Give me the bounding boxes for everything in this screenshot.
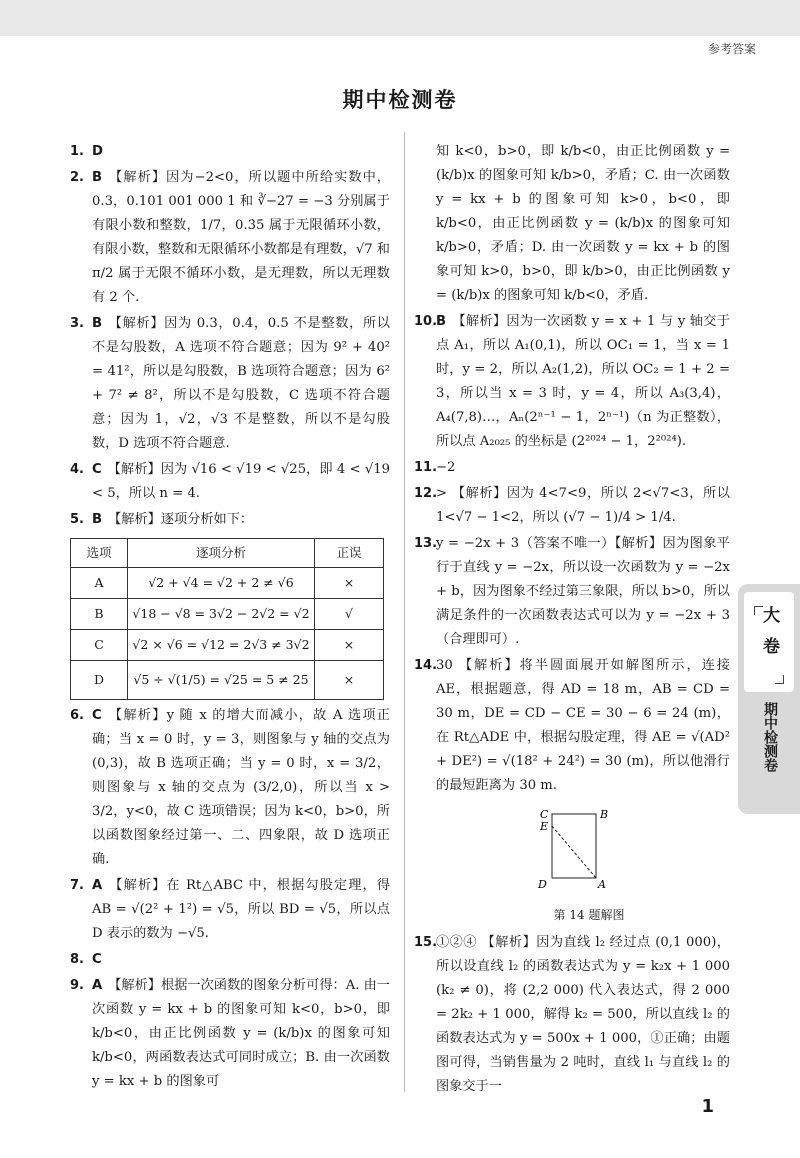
answer-item-12 <box>414 482 730 530</box>
item-explanation: 【解析】逐项分析如下： <box>108 512 254 527</box>
item-answer: C <box>92 462 102 477</box>
side-tab <box>738 584 800 814</box>
answer-item-4 <box>70 458 390 506</box>
answer-item-7 <box>70 874 390 946</box>
item-explanation: ①②④ 【解析】因为直线 l₂ 经过点 (0,1 000)，所以设直线 l₂ 的函数表达式为 y = k₂x + 1 000 (k₂ ≠ 0)，将 (2,2 000) 代入表达式，得 2 000 = 2k₂ + 1 000，解得 k₂ = 500，所以直线 l₂ 的函数表达式为 y = 500x + 1 000，①正确；由题图可得，当销售量为 2 吨时，直线 l₁ 与直线 l₂ 的图象交于一 <box>436 935 730 1094</box>
table-cell-option: D <box>71 661 128 700</box>
table-header: 逐项分析 <box>128 539 315 568</box>
item-explanation: 【解析】因为 0.3，0.4，0.5 不是整数，所以不是勾股数，A 选项不符合题意；因为 9² + 40² = 41²，所以是勾股数，B 选项符合题意；因为 6² + 7² ≠ 8²，所以不是勾股数，C 选项不符合题意；因为 1，√2，√3 不是整数，所以不是勾股数，D 选项不符合题意. <box>92 316 390 451</box>
table-header: 选项 <box>71 539 128 568</box>
diagram-rectangle <box>552 814 596 878</box>
item-answer: B <box>92 316 103 331</box>
table-cell-option: A <box>71 568 128 599</box>
item-number: 9. <box>70 978 84 993</box>
label-c: C <box>540 808 549 821</box>
answer-item-5 <box>70 508 390 532</box>
label-b: B <box>600 808 609 821</box>
table-cell-analysis: √2 + √4 = √2 + 2 ≠ √6 <box>128 568 315 599</box>
item-number: 1. <box>70 144 84 159</box>
item-answer: D <box>92 144 103 159</box>
item-number: 5. <box>70 512 84 527</box>
item-explanation: 【解析】根据一次函数的图象分析可得：A. 由一次函数 y = kx + b 的图象可知 k<0，b>0，即 k/b<0，由正比例函数 y = (k/b)x 的图象可知 k/b<0，两函数表达式可同时成立；B. 由一次函数 y = kx + b 的图象可 <box>92 978 390 1089</box>
figure-caption: 第 14 题解图 <box>553 908 625 922</box>
answer-item-10 <box>414 310 730 454</box>
answer-item-13 <box>414 532 730 652</box>
item-number: 10. <box>414 314 438 329</box>
item-explanation: 【解析】因为−2<0，所以题中所给实数中，0.3，0.101 001 000 1 和 ∛−27 = −3 分别属于有限小数和整数，1/7，0.3̇5̇ 属于无限循环小数，有限小数，整数和无限循环小数都是有理数，√7 和 π/2 属于无限不循环小数，是无理数，所以无理数有 2 个. <box>92 170 390 305</box>
item-number: 2. <box>70 170 84 185</box>
table-row <box>71 630 384 661</box>
table-row <box>71 599 384 630</box>
item-answer: C <box>92 952 102 967</box>
item-explanation: > 【解析】因为 4<7<9，所以 2<√7<3，所以 1<√7 − 1<2，所以 (√7 − 1)/4 > 1/4. <box>436 486 730 525</box>
item-answer: A <box>92 878 103 893</box>
corner-bracket-icon <box>754 606 763 615</box>
side-tab-label: 大卷 <box>759 606 779 668</box>
table-header: 正误 <box>315 539 384 568</box>
page-number: 1 <box>701 1096 714 1117</box>
rectangle-diagram <box>534 806 644 892</box>
table-cell-analysis: √2 × √6 = √12 = 2√3 ≠ 3√2 <box>128 630 315 661</box>
table-cell-option: C <box>71 630 128 661</box>
answer-item-2 <box>70 166 390 310</box>
item-answer: B <box>92 512 103 527</box>
item-explanation: −2 <box>436 460 456 475</box>
answer-item-9 <box>70 974 390 1094</box>
figure-14 <box>534 806 654 927</box>
item-number: 12. <box>414 486 438 501</box>
item-number: 13. <box>414 536 438 551</box>
item-explanation: 【解析】因为一次函数 y = x + 1 与 y 轴交于点 A₁，所以 A₁(0,1)，所以 OC₁ = 1，当 x = 1 时，y = 2，所以 A₂(1,2)，所以 OC₂ = 1 + 2 = 3，所以当 x = 3 时，y = 4，所以 A₃(3,4)，A₄(7,8)…，Aₙ(2ⁿ⁻¹ − 1，2ⁿ⁻¹)（n 为正整数），所以点 A₂₀₂₅ 的坐标是 (2²⁰²⁴ − 1，2²⁰²⁴). <box>436 314 730 449</box>
answer-item-11 <box>414 456 730 480</box>
top-band <box>0 0 800 60</box>
item-number: 4. <box>70 462 84 477</box>
diagram-diagonal-ae <box>552 826 596 878</box>
item-number: 14. <box>414 658 438 673</box>
answer-item-15 <box>414 931 730 1099</box>
table-cell-analysis: √18 − √8 = 3√2 − 2√2 = √2 <box>128 599 315 630</box>
side-tab-vertical-text: 期中检测卷 <box>762 702 778 772</box>
item-explanation: 【解析】y 随 x 的增大而减小，故 A 选项正确；当 x = 0 时，y = 3，则图象与 y 轴的交点为 (0,3)，故 B 选项正确；当 y = 0 时，x = 3/2，则图象与 x 轴的交点为 (3/2,0)，所以当 x > 3/2，y<0，故 C 选项错误；因为 k<0，b>0，所以函数图象经过第一、二、四象限，故 D 选项正确. <box>92 708 390 867</box>
item-explanation: y = −2x + 3（答案不唯一）【解析】因为图象平行于直线 y = −2x，所以设一次函数为 y = −2x + b，因为图象不经过第三象限，所以 b>0，所以满足条件的一次函数表达式可以为 y = −2x + 3（合理即可）. <box>436 536 730 647</box>
right-column <box>414 140 730 1101</box>
table-cell-mark: × <box>315 630 384 661</box>
side-tab-box <box>744 592 794 692</box>
item-number: 15. <box>414 935 438 950</box>
label-a: A <box>598 878 606 891</box>
answer-item-1 <box>70 140 390 164</box>
corner-bracket-icon <box>775 675 784 684</box>
item-number: 11. <box>414 460 438 475</box>
label-e: E <box>540 820 549 833</box>
item-9-continuation <box>414 140 730 308</box>
analysis-table <box>70 538 384 700</box>
item-answer: B <box>92 170 103 185</box>
table-cell-mark: × <box>315 661 384 700</box>
item-explanation: 【解析】在 Rt△ABC 中，根据勾股定理，得 AB = √(2² + 1²) = √5，所以 BD = √5，所以点 D 表示的数为 −√5. <box>92 878 390 941</box>
column-divider <box>404 132 405 1092</box>
answer-item-6 <box>70 704 390 872</box>
answer-item-14 <box>414 654 730 798</box>
item-number: 8. <box>70 952 84 967</box>
item-answer: A <box>92 978 103 993</box>
table-row <box>71 568 384 599</box>
table-cell-mark: √ <box>315 599 384 630</box>
item-explanation: 30 【解析】将半圆面展开如解图所示，连接 AE，根据题意，得 AD = 18 m，AB = CD = 30 m，DE = CD − CE = 30 − 6 = 24 (m)，在 Rt△ADE 中，根据勾股定理，得 AE = √(AD² + DE²) = √(18² + 24²) = 30 (m)，所以他滑行的最短距离为 30 m. <box>436 658 730 793</box>
table-header-row <box>71 539 384 568</box>
table-cell-option: B <box>71 599 128 630</box>
item-number: 6. <box>70 708 84 723</box>
item-number: 7. <box>70 878 84 893</box>
item-answer: C <box>92 708 102 723</box>
item-explanation: 【解析】因为 √16 < √19 < √25，即 4 < √19 < 5，所以 n = 4. <box>92 462 390 501</box>
top-gray-band <box>0 0 800 36</box>
left-column <box>70 140 390 1096</box>
label-d: D <box>538 878 547 891</box>
header-label: 参考答案 <box>707 42 756 56</box>
table-cell-analysis: √5 ÷ √(1/5) = √25 = 5 ≠ 25 <box>128 661 315 700</box>
item-number: 3. <box>70 316 84 331</box>
page-title: 期中检测卷 <box>342 88 458 112</box>
answer-item-8 <box>70 948 390 972</box>
item-answer: B <box>436 314 447 329</box>
item-explanation: 知 k<0，b>0，即 k/b<0，由正比例函数 y = (k/b)x 的图象可知 k/b>0，矛盾；C. 由一次函数 y = kx + b 的图象可知 k>0，b<0，即 k/b<0，由正比例函数 y = (k/b)x 的图象可知 k/b>0，矛盾；D. 由一次函数 y = kx + b 的图象可知 k>0，b>0，即 k/b>0，由正比例函数 y = (k/b)x 的图象可知 k/b<0，矛盾. <box>436 144 730 303</box>
answer-item-3 <box>70 312 390 456</box>
table-row <box>71 661 384 700</box>
table-cell-mark: × <box>315 568 384 599</box>
